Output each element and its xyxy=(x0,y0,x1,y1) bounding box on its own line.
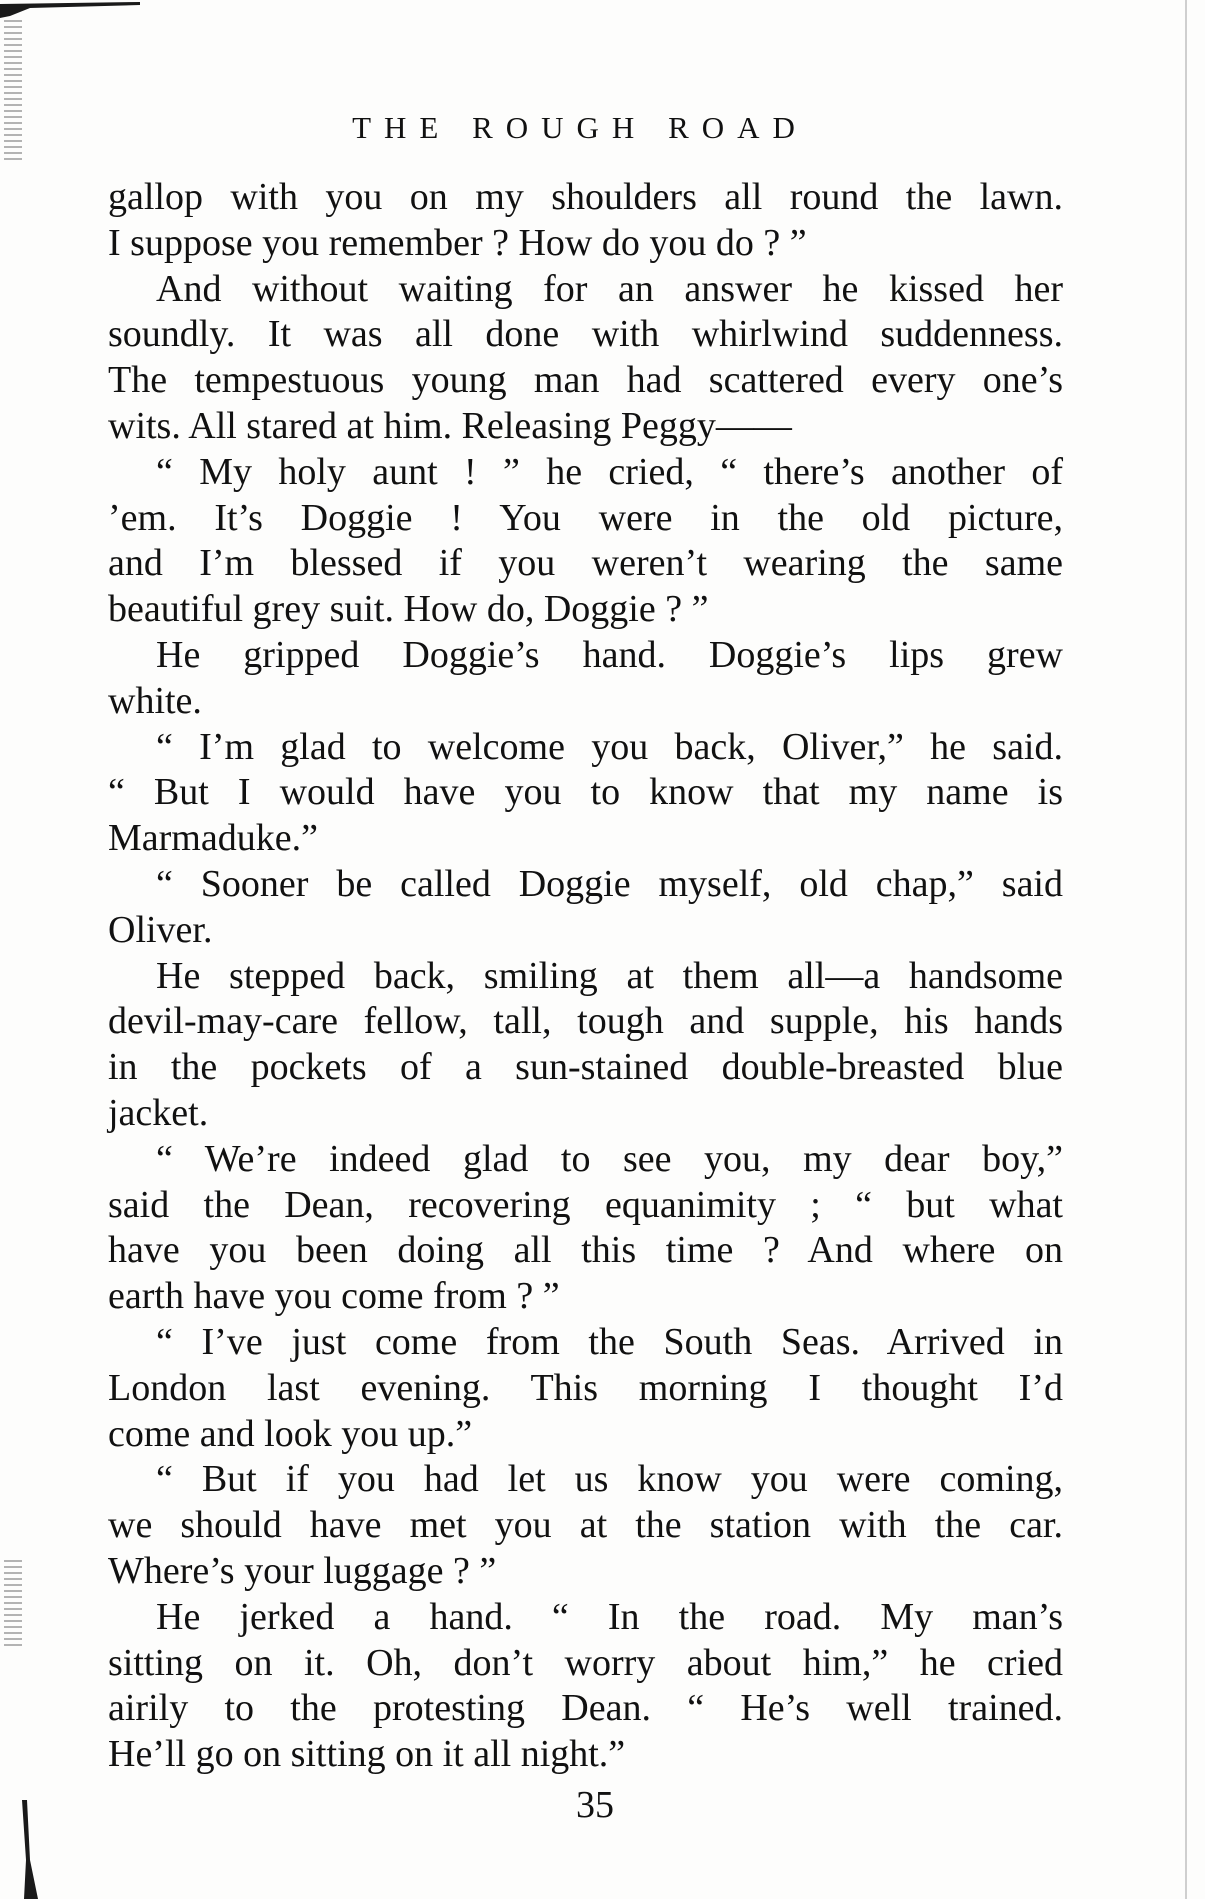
text-line: beautiful grey suit. How do, Doggie ? ” xyxy=(108,588,709,631)
text-line: wits. All stared at him. Releasing Peggy—— xyxy=(108,404,792,447)
text-line: “ I’ve just come from the South Seas. Arrived in xyxy=(156,1320,1063,1363)
text-line: London last evening. This morning I thought I’d xyxy=(108,1366,1063,1409)
text-line: “ But if you had let us know you were coming, xyxy=(156,1458,1063,1501)
body-text xyxy=(108,175,1063,1778)
running-header: THE ROUGH ROAD xyxy=(352,110,808,145)
text-line: Oliver. xyxy=(108,908,213,951)
text-line: gallop with you on my shoulders all round the lawn. xyxy=(108,176,1063,218)
text-line: in the pockets of a sun-stained double-breasted blue xyxy=(108,1046,1063,1089)
text-line: “ But I would have you to know that my name is xyxy=(108,771,1063,814)
text-line: He’ll go on sitting on it all night.” xyxy=(108,1733,626,1776)
text-line: Where’s your luggage ? ” xyxy=(108,1549,497,1592)
text-line: He stepped back, smiling at them all—a handsome xyxy=(156,954,1063,997)
text-line: The tempestuous young man had scattered every one’s xyxy=(108,359,1063,402)
scan-edge-speckle xyxy=(4,1560,22,1650)
scan-corner-mark xyxy=(0,0,140,18)
text-line: we should have met you at the station with the car. xyxy=(108,1504,1063,1547)
text-line: and I’m blessed if you weren’t wearing the same xyxy=(108,542,1063,585)
text-line: Marmaduke.” xyxy=(108,817,318,860)
page-number: 35 xyxy=(576,1784,614,1826)
text-line: “ I’m glad to welcome you back, Oliver,” he said. xyxy=(156,725,1063,768)
text-line: soundly. It was all done with whirlwind suddenness. xyxy=(108,313,1063,356)
text-line: “ My holy aunt ! ” he cried, “ there’s another of xyxy=(156,450,1063,493)
text-line: jacket. xyxy=(108,1091,209,1134)
text-line: “ We’re indeed glad to see you, my dear boy,” xyxy=(156,1137,1063,1180)
text-line: sitting on it. Oh, don’t worry about him,” he cried xyxy=(108,1641,1063,1684)
text-line: said the Dean, recovering equanimity ; “ but what xyxy=(108,1183,1063,1226)
text-line: “ Sooner be called Doggie myself, old chap,” said xyxy=(156,862,1063,905)
text-line: He gripped Doggie’s hand. Doggie’s lips grew xyxy=(156,633,1063,676)
page-edge-line xyxy=(1185,0,1187,1899)
text-line: And without waiting for an answer he kissed her xyxy=(156,267,1063,310)
text-line: ’em. It’s Doggie ! You were in the old picture, xyxy=(108,496,1063,539)
text-line: devil-may-care fellow, tall, tough and supple, his hands xyxy=(108,1000,1063,1043)
text-line: I suppose you remember ? How do you do ? ” xyxy=(108,221,807,264)
text-line: have you been doing all this time ? And where on xyxy=(108,1229,1063,1272)
text-line: earth have you come from ? ” xyxy=(108,1275,560,1318)
text-line: airily to the protesting Dean. “ He’s well trained. xyxy=(108,1687,1063,1730)
text-line: He jerked a hand. “ In the road. My man’s xyxy=(156,1595,1063,1638)
text-line: white. xyxy=(108,679,202,722)
text-line: come and look you up.” xyxy=(108,1412,473,1455)
